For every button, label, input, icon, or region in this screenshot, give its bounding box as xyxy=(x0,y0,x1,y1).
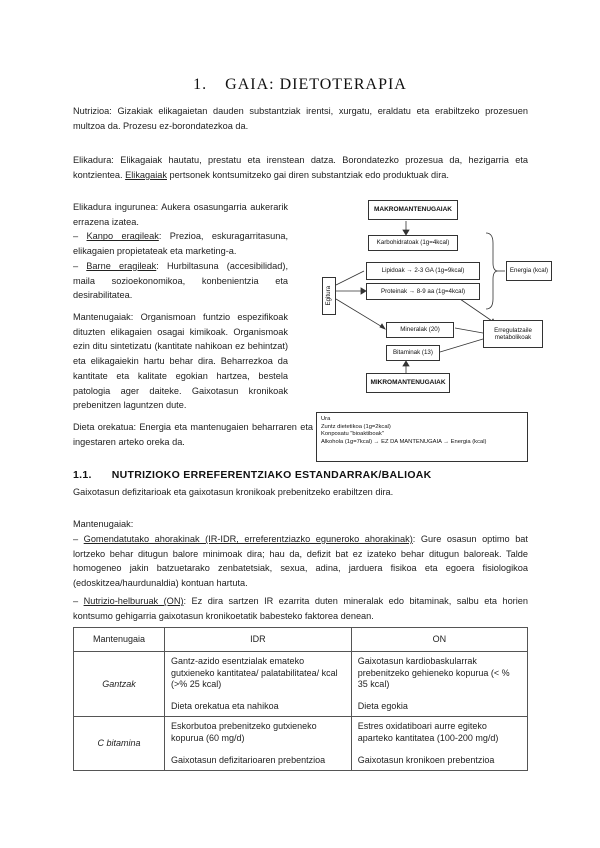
table-row xyxy=(74,717,528,771)
reference-values-table xyxy=(73,627,528,771)
row-label: C bitamina xyxy=(74,717,165,771)
gomendatutako-paragraph: – Gomendatutako ahorakinak (IR-IDR, erreferentziazko eguneroko ahorakinak): Gure osasun optimo bat lortzeko behar ditugun balore minimoak dira; hau da, defizit bat ez izateko behar ditugun baloreak. Talde homogeneo jakin batzuetarako zenbatetsiak, sexua, adina, jarduera fisikoa eta egoera fisiologikoa (edoskitzea/haurdunaldia) kontuan hartuta. xyxy=(73,534,528,589)
ingurunea-intro: Elikadura ingurunea: Aukera osasungarria aukerarik errazena izatea. xyxy=(73,202,288,227)
proteinak-box: Proteinak → 8-9 aa (1g=4kcal) xyxy=(366,283,480,300)
mineralak-box: Mineralak (20) xyxy=(386,322,454,338)
idr-cell: Gantz-azido esentzialak emateko gutxieneko kantitatea/ palatabilitatea/ kcal (>% 25 kcal) Dieta orekatua eta nahikoa xyxy=(165,652,352,717)
ingurunea-block xyxy=(73,200,288,303)
section-intro: Gaixotasun defizitarioak eta gaixotasun kronikoak prebenitzeko erabiltzen dira. xyxy=(73,487,394,497)
ura-zuntz-note-box: Ura Zuntz dietetikoa (1g=2kcal) Konposatu "bioaktiboak" Alkohola (1g=7kcal) → EZ DA MANTENUGAIA → Energia (kcal) xyxy=(316,412,528,462)
barne-eragileak: – Barne eragileak: Hurbiltasuna (accesibilidad), maila sozioekonomikoa, konbenientzia eta desirabilitatea. xyxy=(73,260,288,301)
egitura-box: Egitura xyxy=(322,277,336,315)
dieta-orekatua-paragraph: Dieta orekatua: Energia eta mantenugaien beharraren eta ingestaren arteko oreka da. xyxy=(73,422,313,447)
nutrizioa-paragraph: Nutrizioa: Gizakiak elikagaietan dauden substantziak irentsi, xurgatu, eraldatu eta erabiltzeko prozesuen multzoa da. Prozesu ez-borondatezkoa da. xyxy=(73,106,528,131)
on-cell: Estres oxidatiboari aurre egiteko aparteko kantitatea (100-200 mg/d) Gaixotasun kronikoen prebentzioa xyxy=(351,717,527,771)
row-label: Gantzak xyxy=(74,652,165,717)
elikagaiak-term: Elikagaiak xyxy=(125,169,167,180)
karbohidratoak-box: Karbohidratoak (1g=4kcal) xyxy=(368,235,458,251)
table-row xyxy=(74,652,528,717)
bitaminak-box: Bitaminak (13) xyxy=(386,345,440,361)
nutrizio-helburuak-paragraph: – Nutrizio-helburuak (ON): Ez dira sartzen IR ezarrita duten mineralak edo bitaminak, salbu eta horien kontsumo gehigarria gaixotasun kronikoetatik babesteko faktorea denean. xyxy=(73,596,528,621)
section-title: NUTRIZIOKO ERREFERENTZIAKO ESTANDARRAK/BALIOAK xyxy=(111,469,432,481)
header-mantenugaia: Mantenugaia xyxy=(74,628,165,652)
title-number: 1. xyxy=(193,76,208,93)
on-cell: Gaixotasun kardiobaskularrak prebenitzeko gehieneko kopurua (< % 35 kcal) Dieta egokia xyxy=(351,652,527,717)
mantenugaiak-definition: Mantenugaiak: Organismoan funtzio espezifikoak dituzten elikagaien osagai kimikoak. Organismoak ezin ditu sintetizatu (kantitate nahikoan ez behintzat) eta elikagaiekin hartu behar dira. Beharrezkoa da kantitate eta kalitate egokian hartzea, bestela patologia ager daiteke. Gaixotasun kronikoak prebenitzen laguntzen dute. xyxy=(73,312,288,411)
erregulatzaile-metabolikoak-box: Erregulatzaile metabolikoak xyxy=(483,320,543,348)
lipidoak-box: Lipidoak → 2-3 GA (1g=9kcal) xyxy=(366,262,480,280)
idr-cell: Eskorbutoa prebenitzeko gutxieneko kopurua (60 mg/d) Gaixotasun defizitarioaren prebentzioa xyxy=(165,717,352,771)
mikromantenugaiak-box: MIKROMANTENUGAIAK xyxy=(366,373,450,393)
elikadura-paragraph: Elikadura: Elikagaiak hautatu, prestatu eta irenstean datza. Borondatezko prozesua da, hezigarria eta kontzientea. Elikagaiak pertsonek kontsumitzeko gai diren substantziak edo produktuak dira. xyxy=(73,155,528,180)
mantenugaiak-heading: Mantenugaiak: xyxy=(73,519,134,529)
header-idr: IDR xyxy=(165,628,352,652)
table-header-row xyxy=(74,628,528,652)
nutrient-diagram xyxy=(300,195,549,410)
makromantenugaiak-box: MAKROMANTENUGAIAK xyxy=(368,200,458,220)
page-title xyxy=(0,72,600,98)
section-number: 1.1. xyxy=(73,469,92,481)
header-on: ON xyxy=(351,628,527,652)
energia-box: Energia (kcal) xyxy=(506,261,552,281)
title-text: GAIA: DIETOTERAPIA xyxy=(225,76,407,93)
kanpo-eragileak: – Kanpo eragileak: Prezioa, eskuragarritasuna, elikagaien propietateak eta marketing-a. xyxy=(73,231,288,257)
section-heading xyxy=(73,467,432,484)
